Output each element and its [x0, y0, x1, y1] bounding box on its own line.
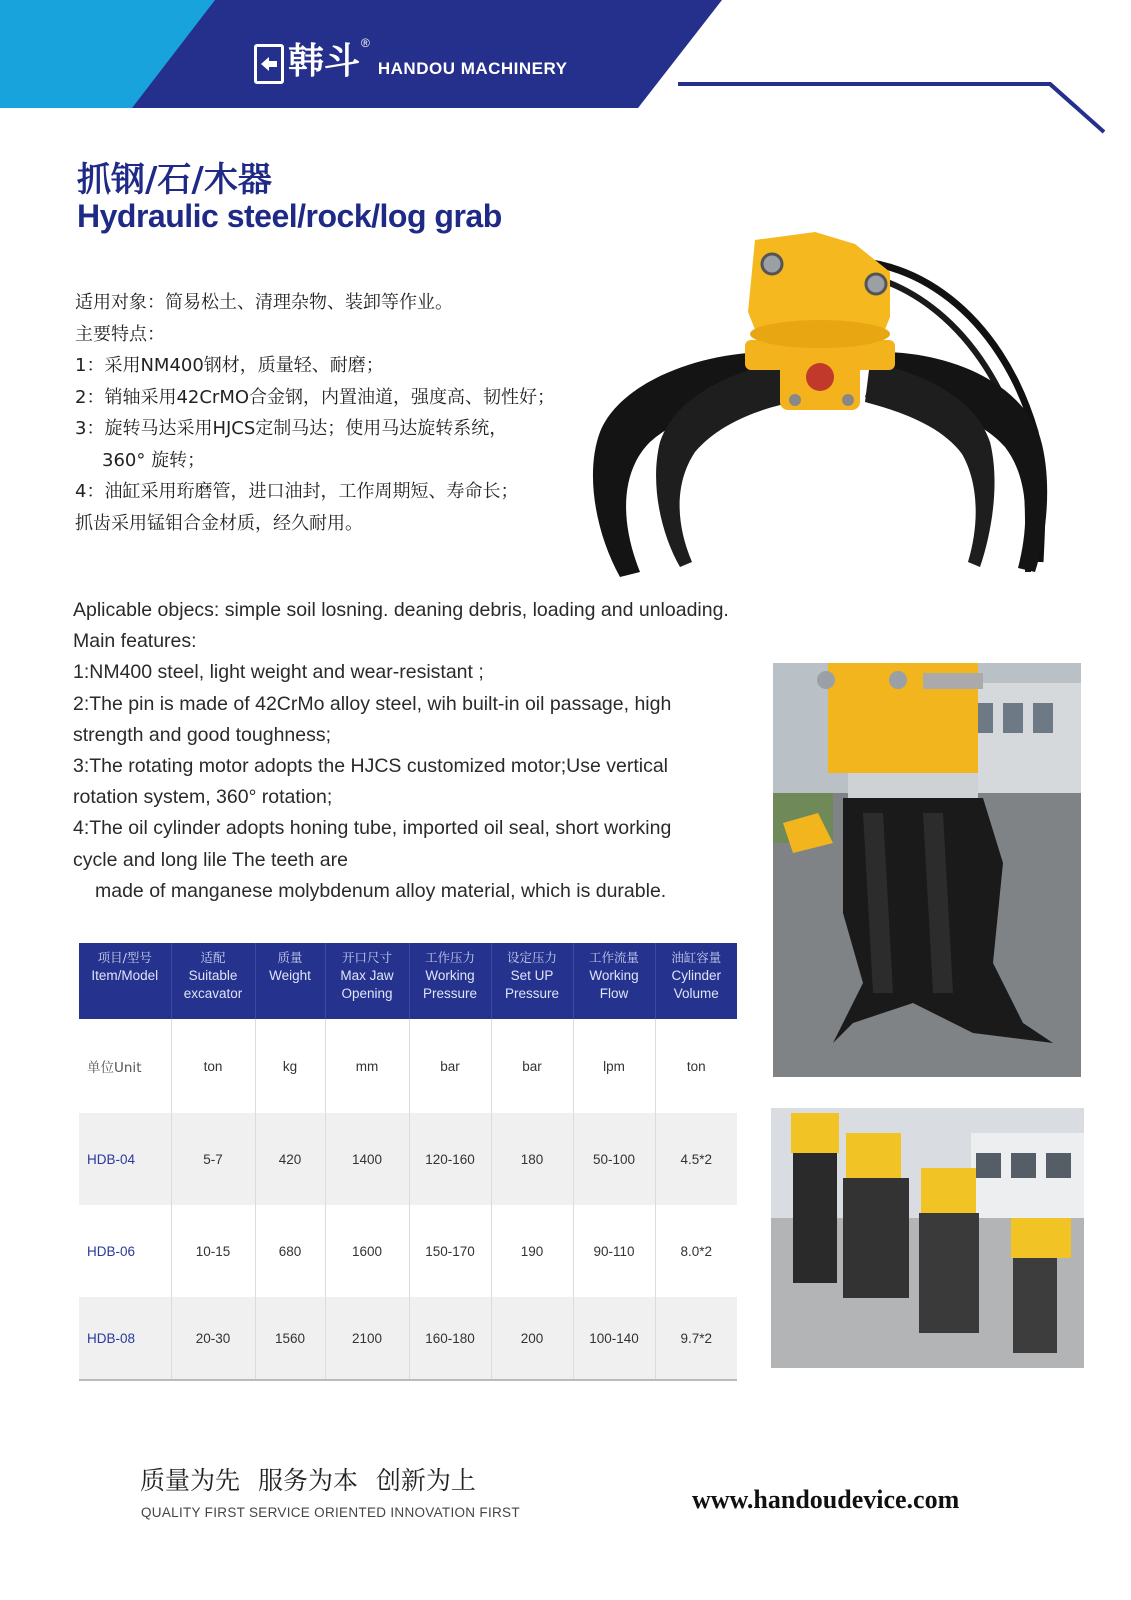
en-line: 2:The pin is made of 42CrMo alloy steel, wih built-in oil passage, high	[73, 692, 672, 715]
table-row	[79, 1297, 737, 1380]
brand-logo[interactable]	[254, 36, 568, 84]
table-cell: 150-170	[409, 1205, 491, 1297]
cn-line: 抓齿采用锰钼合金材质，经久耐用。	[75, 512, 363, 534]
registered-mark: ®	[361, 36, 370, 50]
table-cell: 680	[255, 1205, 325, 1297]
en-line: 1:NM400 steel, light weight and wear-resistant ;	[73, 661, 484, 684]
slogan-english: QUALITY FIRST SERVICE ORIENTED INNOVATION FIRST	[141, 1505, 520, 1520]
website-link[interactable]: www.handoudevice.com	[692, 1485, 960, 1514]
en-line: 3:The rotating motor adopts the HJCS customized motor;Use vertical	[73, 755, 668, 778]
chinese-description	[75, 287, 595, 539]
th-working-pressure: 工作压力 Working Pressure	[409, 943, 491, 1019]
table-header-row	[79, 943, 737, 1019]
th-cylinder-volume: 油缸容量 Cylinder Volume	[655, 943, 737, 1019]
table-cell: 190	[491, 1205, 573, 1297]
en-line: Aplicable objecs: simple soil losning. deaning debris, loading and unloading.	[73, 599, 729, 621]
table-cell: 420	[255, 1113, 325, 1205]
cn-line: 4：油缸采用珩磨管，进口油封，工作周期短、寿命长；	[75, 481, 519, 502]
th-suitable-excavator: 适配 Suitable excavator	[171, 943, 255, 1019]
table-cell: mm	[325, 1019, 409, 1113]
cn-line: 1：采用NM400钢材，质量轻、耐磨；	[75, 355, 384, 376]
table-cell: 160-180	[409, 1297, 491, 1380]
table-cell: bar	[491, 1019, 573, 1113]
table-cell: 8.0*2	[655, 1205, 737, 1297]
product-photo-lineup	[771, 1108, 1084, 1368]
en-line: 4:The oil cylinder adopts honing tube, imported oil seal, short working	[73, 817, 672, 840]
table-row	[79, 1113, 737, 1205]
table-cell: ton	[655, 1019, 737, 1113]
en-line: cycle and long lile The teeth are	[73, 848, 348, 871]
table-cell: 1400	[325, 1113, 409, 1205]
table-unit-row	[79, 1019, 737, 1113]
table-cell: 20-30	[171, 1297, 255, 1380]
th-max-jaw-opening: 开口尺寸 Max Jaw Opening	[325, 943, 409, 1019]
cn-line: 适用对象：简易松土、清理杂物、装卸等作业。	[75, 292, 453, 313]
table-cell: 200	[491, 1297, 573, 1380]
table-cell: 120-160	[409, 1113, 491, 1205]
page-title-english: Hydraulic steel/rock/log grab	[77, 198, 502, 234]
table-cell: 1600	[325, 1205, 409, 1297]
product-photo-factory	[773, 663, 1081, 1077]
th-weight: 质量 Weight	[255, 943, 325, 1019]
page-title-chinese: 抓钢/石/木器	[77, 160, 272, 200]
cn-line: 360° 旋转；	[102, 449, 206, 471]
en-line: strength and good toughness;	[73, 723, 332, 746]
table-cell: 单位Unit	[79, 1019, 171, 1113]
product-grab-image	[580, 232, 1060, 597]
logo-chinese-text: 韩斗	[288, 41, 361, 82]
table-cell: 5-7	[171, 1113, 255, 1205]
table-cell: 9.7*2	[655, 1297, 737, 1380]
cn-line: 3：旋转马达采用HJCS定制马达；使用马达旋转系统，	[75, 418, 508, 439]
en-line: made of manganese molybdenum alloy material, which is durable.	[95, 879, 667, 902]
en-line: Main features:	[73, 630, 197, 653]
slogan-chinese: 质量为先 服务为本 创新为上	[140, 1466, 476, 1495]
table-cell: 50-100	[573, 1113, 655, 1205]
table-cell: lpm	[573, 1019, 655, 1113]
table-row	[79, 1205, 737, 1297]
model-cell: HDB-04	[79, 1113, 171, 1205]
table-cell: 4.5*2	[655, 1113, 737, 1205]
table-cell: kg	[255, 1019, 325, 1113]
english-description	[73, 595, 793, 907]
logo-mark-icon	[254, 44, 284, 84]
model-cell: HDB-06	[79, 1205, 171, 1297]
table-cell: 1560	[255, 1297, 325, 1380]
table-cell: 10-15	[171, 1205, 255, 1297]
en-line: rotation system, 360° rotation;	[73, 786, 333, 809]
table-cell: 100-140	[573, 1297, 655, 1380]
brand-name: HANDOU MACHINERY	[377, 59, 568, 78]
model-cell: HDB-08	[79, 1297, 171, 1380]
th-working-flow: 工作流量 Working Flow	[573, 943, 655, 1019]
spec-table	[79, 943, 737, 1381]
table-cell: bar	[409, 1019, 491, 1113]
table-cell: 90-110	[573, 1205, 655, 1297]
cn-line: 主要特点：	[75, 323, 165, 345]
th-setup-pressure: 设定压力 Set UP Pressure	[491, 943, 573, 1019]
table-cell: 180	[491, 1113, 573, 1205]
th-item-model: 项目/型号 Item/Model	[79, 943, 171, 1019]
cn-line: 2：销轴采用42CrMO合金钢，内置油道，强度高、韧性好；	[75, 386, 556, 408]
table-cell: ton	[171, 1019, 255, 1113]
table-cell: 2100	[325, 1297, 409, 1380]
